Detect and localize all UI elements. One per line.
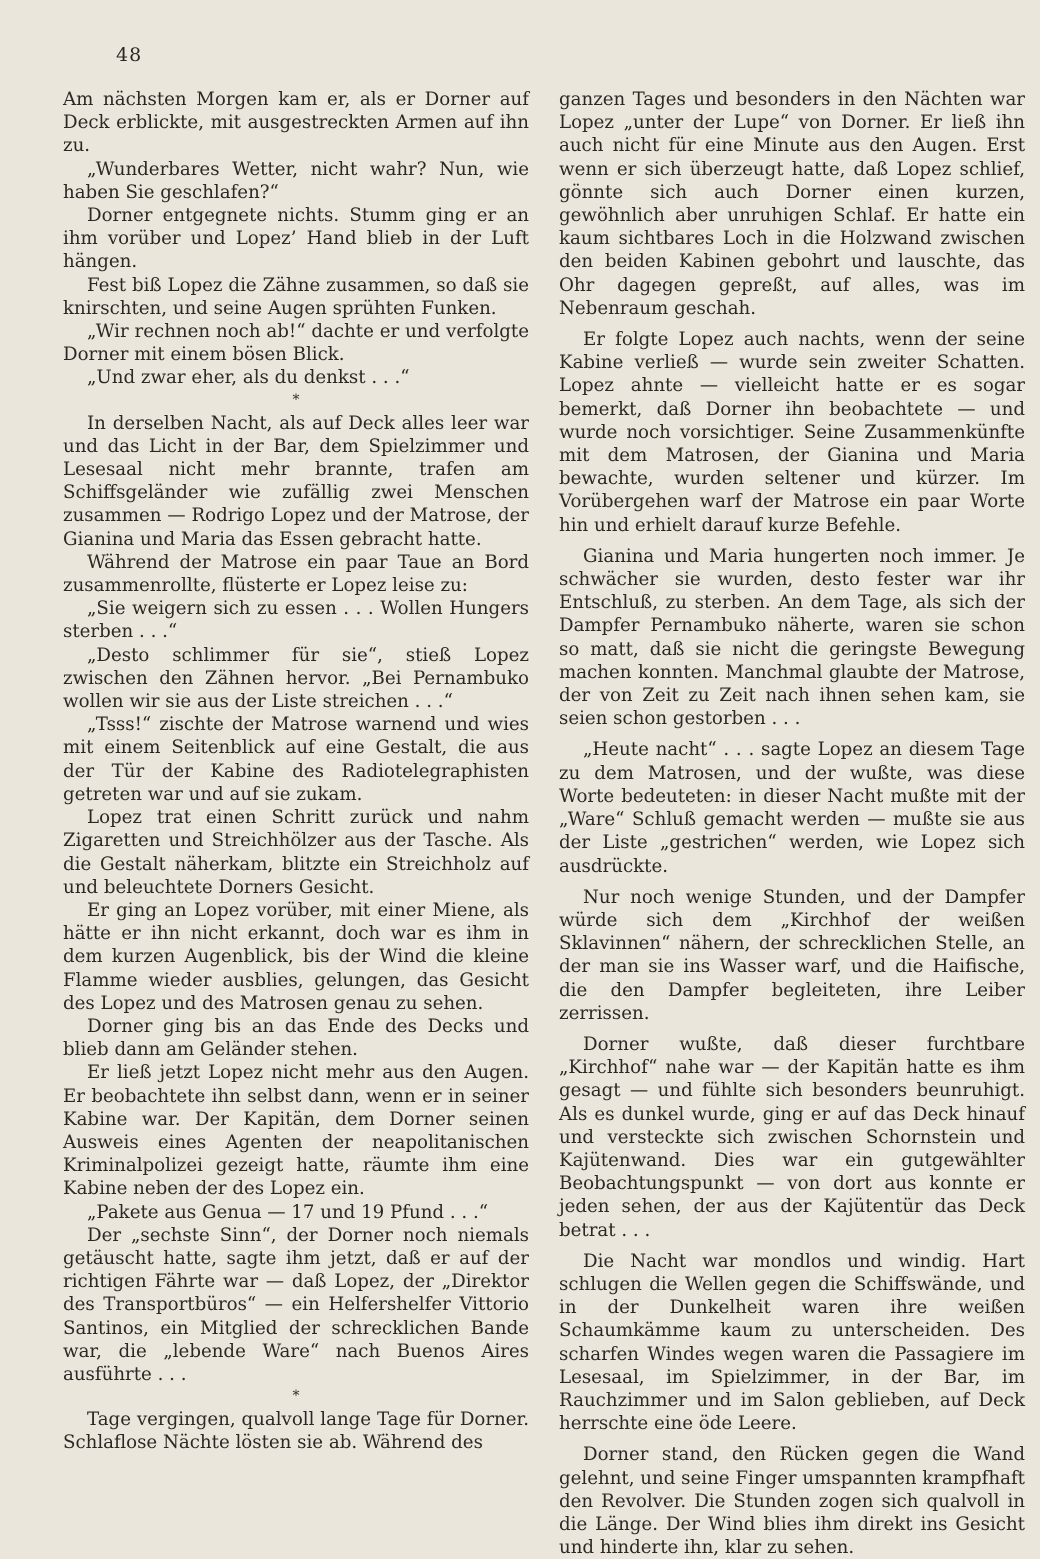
paragraph: „Pakete aus Genua — 17 und 19 Pfund . . .“ bbox=[87, 1201, 489, 1223]
paragraph: „Heute nacht“ . . . sagte Lopez an diesem Tage zu dem Matrosen, und der wußte, was diese Worte bedeuteten: in dieser Nacht mußte mit der „Ware“ Schluß gemacht werden — mußte sie aus der Liste „gestrichen“ werden, wie Lopez sich ausdrückte. bbox=[559, 739, 1025, 877]
paragraph: Dorner ging bis an das Ende des Decks und blieb dann am Geländer stehen. bbox=[63, 1015, 529, 1061]
paragraph: Der „sechste Sinn“, der Dorner noch niemals getäuscht hatte, sagte ihm jetzt, daß er auf der richtigen Fährte war — daß Lopez, der „Direktor des Transportbüros“ — ein Helfershelfer Vittorio Santinos, ein Mitglied der schrecklichen Bande war, die „lebende Ware“ nach Buenos Aires ausführte . . . bbox=[63, 1224, 529, 1385]
paragraph: „Sie weigern sich zu essen . . . Wollen Hungers sterben . . .“ bbox=[63, 598, 529, 643]
section-separator: * bbox=[292, 1388, 300, 1405]
paragraph: Er ging an Lopez vorüber, mit einer Miene, als hätte er ihn nicht erkannt, doch war es ihm in dem kurzen Augenblick, bis der Wind die kleine Flamme wieder ausblies, gelungen, das Gesicht des Lopez und des Matrosen genau zu sehen. bbox=[63, 899, 529, 1014]
paragraph: Dorner entgegnete nichts. Stumm ging er an ihm vorüber und Lopez’ Hand blieb in der Luft hängen. bbox=[63, 205, 529, 273]
paragraph: „Tsss!“ zischte der Matrose warnend und wies mit einem Seitenblick auf eine Gestalt, die aus der Tür der Kabine des Radiotelegraphisten getreten war und auf sie zukam. bbox=[63, 714, 529, 805]
paragraph: „Und zwar eher, als du denkst . . .“ bbox=[87, 367, 410, 389]
page-number: 48 bbox=[116, 44, 143, 66]
right-column bbox=[559, 88, 1025, 1559]
paragraph: Während der Matrose ein paar Taue an Bord zusammenrollte, flüsterte er Lopez leise zu: bbox=[63, 551, 529, 597]
paragraph: Nur noch wenige Stunden, und der Dampfer würde sich dem „Kirchhof der weißen Sklavinnen“ nähern, der schrecklichen Stelle, an der man sie ins Wasser warf, und die Haifische, die den Dampfer begleiteten, ihre Leiber zerrissen. bbox=[559, 886, 1025, 1024]
paragraph: Fest biß Lopez die Zähne zusammen, so daß sie knirschten, und seine Augen sprühten Funken. bbox=[63, 274, 529, 319]
paragraph: Er folgte Lopez auch nachts, wenn der seine Kabine verließ — wurde sein zweiter Schatten. Lopez ahnte — vielleicht hatte er es sogar bemerkt, daß Dorner ihn beobachtete — und wurde noch vorsichtiger. Seine Zusammenkünfte mit dem Matrosen, der Gianina und Maria bewachte, wurden seltener und kürzer. Im Vorübergehen warf der Matrose ein paar Worte hin und erhielt darauf kurze Befehle. bbox=[559, 329, 1025, 536]
paragraph: Die Nacht war mondlos und windig. Hart schlugen die Wellen gegen die Schiffswände, und in der Dunkelheit waren ihre weißen Schaumkämme kaum zu unterscheiden. Des scharfen Windes wegen waren die Passagiere im Lesesaal, im Spielzimmer, in der Bar, im Rauchzimmer und im Salon geblieben, auf Deck herrschte eine öde Leere. bbox=[559, 1250, 1025, 1435]
paragraph: In derselben Nacht, als auf Deck alles leer war und das Licht in der Bar, dem Spielzimmer und Lesesaal nicht mehr brannte, trafen am Schiffsgeländer wie zufällig zwei Menschen zusammen — Rodrigo Lopez und der Matrose, der Gianina und Maria das Essen gebracht hatte. bbox=[63, 412, 529, 550]
paragraph: Er ließ jetzt Lopez nicht mehr aus den Augen. Er beobachtete ihn selbst dann, wenn er in seiner Kabine war. Der Kapitän, dem Dorner seinen Ausweis eines Agenten der neapolitanischen Kriminalpolizei gezeigt hatte, räumte ihm eine Kabine neben der des Lopez ein. bbox=[63, 1062, 529, 1200]
paragraph: Dorner stand, den Rücken gegen die Wand gelehnt, und seine Finger umspannten krampfhaft den Revolver. Die Stunden zogen sich qualvoll in die Länge. Der Wind blies ihm direkt ins Gesicht und hinderte ihn, klar zu sehen. bbox=[559, 1444, 1025, 1559]
paragraph: „Wir rechnen noch ab!“ dachte er und verfolgte Dorner mit einem bösen Blick. bbox=[63, 321, 529, 366]
paragraph: Am nächsten Morgen kam er, als er Dorner auf Deck erblickte, mit ausgestreckten Armen auf ihn zu. bbox=[63, 89, 529, 157]
paragraph: ganzen Tages und besonders in den Nächten war Lopez „unter der Lupe“ von Dorner. Er ließ ihn auch nicht für eine Minute aus den Augen. Erst wenn er sich überzeugt hatte, daß Lopez schlief, gönnte sich auch Dorner einen kurzen, gewöhnlich aber unruhigen Schlaf. Er hatte ein kaum sichtbares Loch in die Holzwand zwischen den beiden Kabinen gebohrt und lauschte, das Ohr dagegen gepreßt, auf alles, was im Nebenraum geschah. bbox=[559, 89, 1025, 319]
paragraph: Tage vergingen, qualvoll lange Tage für Dorner. Schlaflose Nächte lösten sie ab. Während des bbox=[63, 1409, 529, 1454]
paragraph: Dorner wußte, daß dieser furchtbare „Kirchhof“ nahe war — der Kapitän hatte es ihm gesagt — und fühlte sich besonders beunruhigt. Als es dunkel wurde, ging er auf das Deck hinauf und versteckte sich zwischen Schornstein und Kajütenwand. Dies war ein gutgewählter Beobachtungspunkt — von dort aus konnte er jeden sehen, der aus der Kajütentür das Deck betrat . . . bbox=[559, 1033, 1025, 1241]
paragraph: „Wunderbares Wetter, nicht wahr? Nun, wie haben Sie geschlafen?“ bbox=[63, 158, 529, 203]
paragraph: „Desto schlimmer für sie“, stieß Lopez zwischen den Zähnen hervor. „Bei Pernambuko wollen wir sie aus der Liste streichen . . .“ bbox=[63, 644, 529, 713]
section-separator: * bbox=[292, 391, 300, 408]
paragraph: Gianina und Maria hungerten noch immer. Je schwächer sie wurden, desto fester war ihr Entschluß, zu sterben. An dem Tage, als sich der Dampfer Pernambuko näherte, waren sie schon so matt, daß sie nicht die geringste Bewegung machen konnten. Manchmal glaubte der Matrose, der von Zeit zu Zeit nach ihnen sehen kam, sie seien schon gestorben . . . bbox=[559, 545, 1025, 730]
left-column bbox=[63, 88, 529, 1455]
paragraph: Lopez trat einen Schritt zurück und nahm Zigaretten und Streichhölzer aus der Tasche. Als die Gestalt näherkam, blitzte ein Streichholz auf und beleuchtete Dorners Gesicht. bbox=[63, 807, 529, 898]
